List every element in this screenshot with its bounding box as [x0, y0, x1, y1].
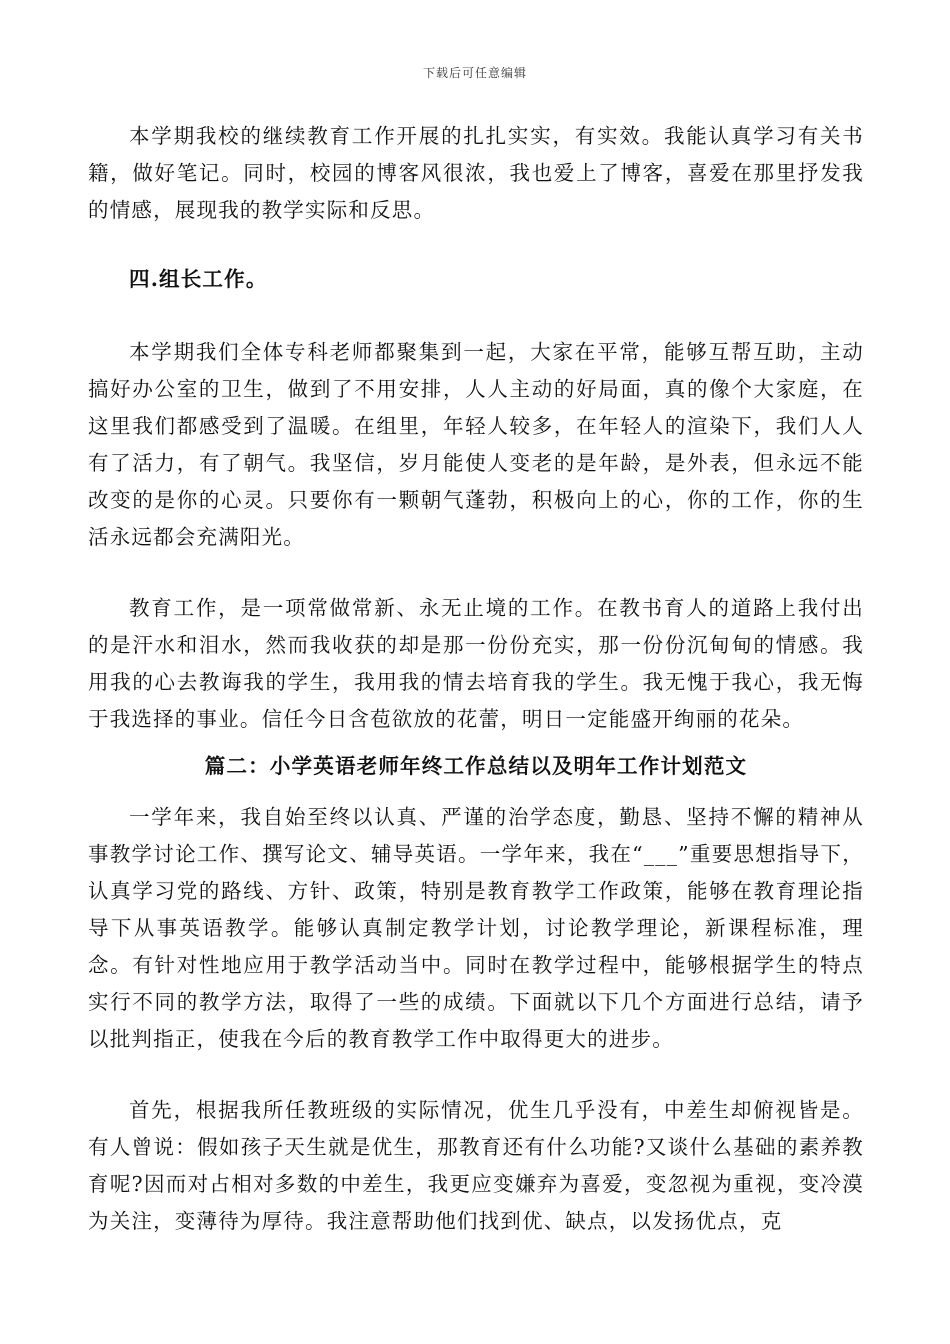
- header-note: 下载后可任意编辑: [422, 66, 527, 80]
- paragraph-continuing-education: 本学期我校的继续教育工作开展的扎扎实实，有实效。我能认真学习有关书籍，做好笔记。同时，校园的博客风很浓，我也爱上了博客，喜爱在那里抒发我的情感，展现我的教学实际和反思。: [88, 124, 864, 222]
- document-body: [88, 118, 864, 1240]
- article-title: 篇二：小学英语老师年终工作总结以及明年工作计划范文: [204, 754, 748, 778]
- paragraph-students: 首先，根据我所任教班级的实际情况，优生几乎没有，中差生却俯视皆是。有人曾说：假如孩子天生就是优生，那教育还有什么功能?又谈什么基础的素养教育呢?因而对占相对多数的中差生，我更应变嫌弃为喜爱，变忽视为重视，变冷漠为关注，变薄待为厚待。我注意帮助他们找到优、缺点，以发扬优点，克: [88, 1098, 864, 1233]
- paragraph-group-work: 本学期我们全体专科老师都聚集到一起，大家在平常，能够互帮互助，主动搞好办公室的卫生，做到了不用安排，人人主动的好局面，真的像个大家庭，在这里我们都感受到了温暖。在组里，年轻人较多，在年轻人的渲染下，我们人人有了活力，有了朝气。我坚信，岁月能使人变老的是年龄，是外表，但永远不能改变的是你的心灵。只要你有一颗朝气蓬勃，积极向上的心，你的工作，你的生活永远都会充满阳光。: [88, 340, 864, 549]
- section-heading-group-leader: 四.组长工作。: [129, 267, 268, 291]
- paragraph-year-overview: 一学年来，我自始至终以认真、严谨的治学态度，勤恳、坚持不懈的精神从事教学讨论工作、撰写论文、辅导英语。一学年来，我在“___”重要思想指导下，认真学习党的路线、方针、政策，特别是教育教学工作政策，能够在教育理论指导下从事英语教学。能够认真制定教学计划，讨论教学理论，新课程标准，理念。有针对性地应用于教学活动当中。同时在教学过程中，能够根据学生的特点实行不同的教学方法，取得了一些的成绩。下面就以下几个方面进行总结，请予以批判指正，使我在今后的教育教学工作中取得更大的进步。: [88, 805, 864, 1051]
- paragraph-education-work: 教育工作，是一项常做常新、永无止境的工作。在教书育人的道路上我付出的是汗水和泪水，然而我收获的却是那一份份充实，那一份份沉甸甸的情感。我用我的心去教诲我的学生，我用我的情去培育我的学生。我无愧于我心，我无悔于我选择的事业。信任今日含苞欲放的花蕾，明日一定能盛开绚丽的花朵。: [88, 596, 864, 731]
